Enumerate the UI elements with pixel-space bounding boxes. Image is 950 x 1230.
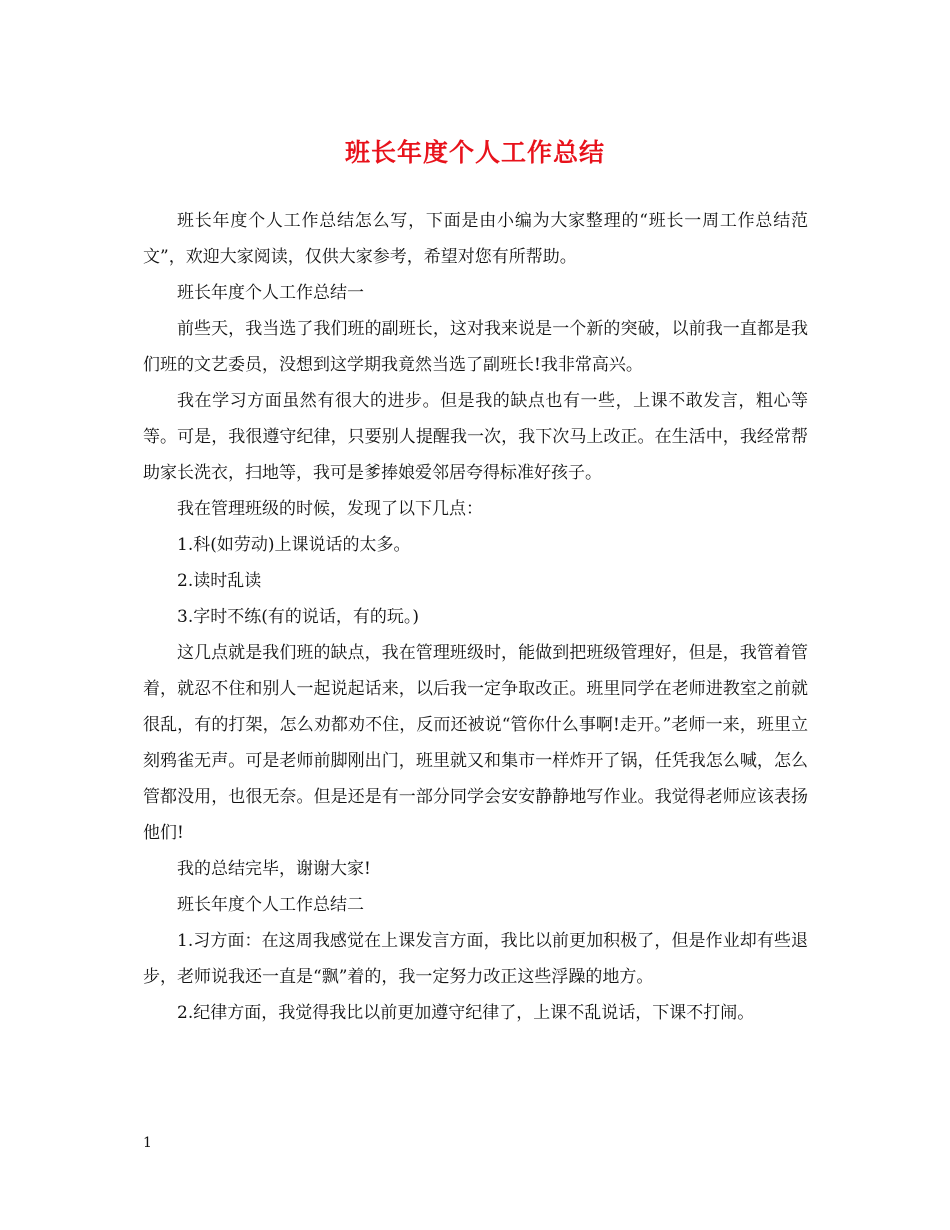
paragraph: 1.科(如劳动)上课说话的太多。 [177, 535, 411, 555]
paragraph: 班长年度个人工作总结一 [177, 283, 364, 303]
document-title: 班长年度个人工作总结 [344, 138, 605, 167]
paragraph: 我在管理班级的时候，发现了以下几点： [177, 499, 483, 519]
page-number: 1 [143, 1135, 152, 1151]
paragraph: 3.字时不练(有的说话，有的玩。) [177, 607, 419, 627]
paragraph: 2.纪律方面，我觉得我比以前更加遵守纪律了，上课不乱说话，下课不打闹。 [177, 1003, 755, 1023]
paragraph: 1.习方面：在这周我感觉在上课发言方面，我比以前更加积极了，但是作业却有些退步，老师说我还一直是“飘”着的，我一定努力改正这些浮躁的地方。 [143, 931, 808, 987]
paragraph: 班长年度个人工作总结二 [177, 895, 364, 915]
paragraph: 班长年度个人工作总结怎么写，下面是由小编为大家整理的“班长一周工作总结范文”，欢迎大家阅读，仅供大家参考，希望对您有所帮助。 [143, 211, 808, 267]
paragraph: 前些天，我当选了我们班的副班长，这对我来说是一个新的突破，以前我一直都是我们班的文艺委员，没想到这学期我竟然当选了副班长!我非常高兴。 [143, 319, 808, 375]
paragraph: 我的总结完毕，谢谢大家! [177, 859, 371, 879]
paragraph: 我在学习方面虽然有很大的进步。但是我的缺点也有一些，上课不敢发言，粗心等等。可是，我很遵守纪律，只要别人提醒我一次，我下次马上改正。在生活中，我经常帮助家长洗衣，扫地等，我可是爹捧娘爱邻居夸得标准好孩子。 [143, 391, 808, 483]
paragraph: 2.读时乱读 [177, 571, 262, 591]
paragraph: 这几点就是我们班的缺点，我在管理班级时，能做到把班级管理好，但是，我管着管着，就忍不住和别人一起说起话来，以后我一定争取改正。班里同学在老师进教室之前就很乱，有的打架，怎么劝都劝不住，反而还被说“管你什么事啊!走开。”老师一来，班里立刻鸦雀无声。可是老师前脚刚出门，班里就又和集市一样炸开了锅，任凭我怎么喊，怎么管都没用，也很无奈。但是还是有一部分同学会安安静静地写作业。我觉得老师应该表扬他们! [143, 643, 808, 843]
document-body [143, 203, 808, 1031]
